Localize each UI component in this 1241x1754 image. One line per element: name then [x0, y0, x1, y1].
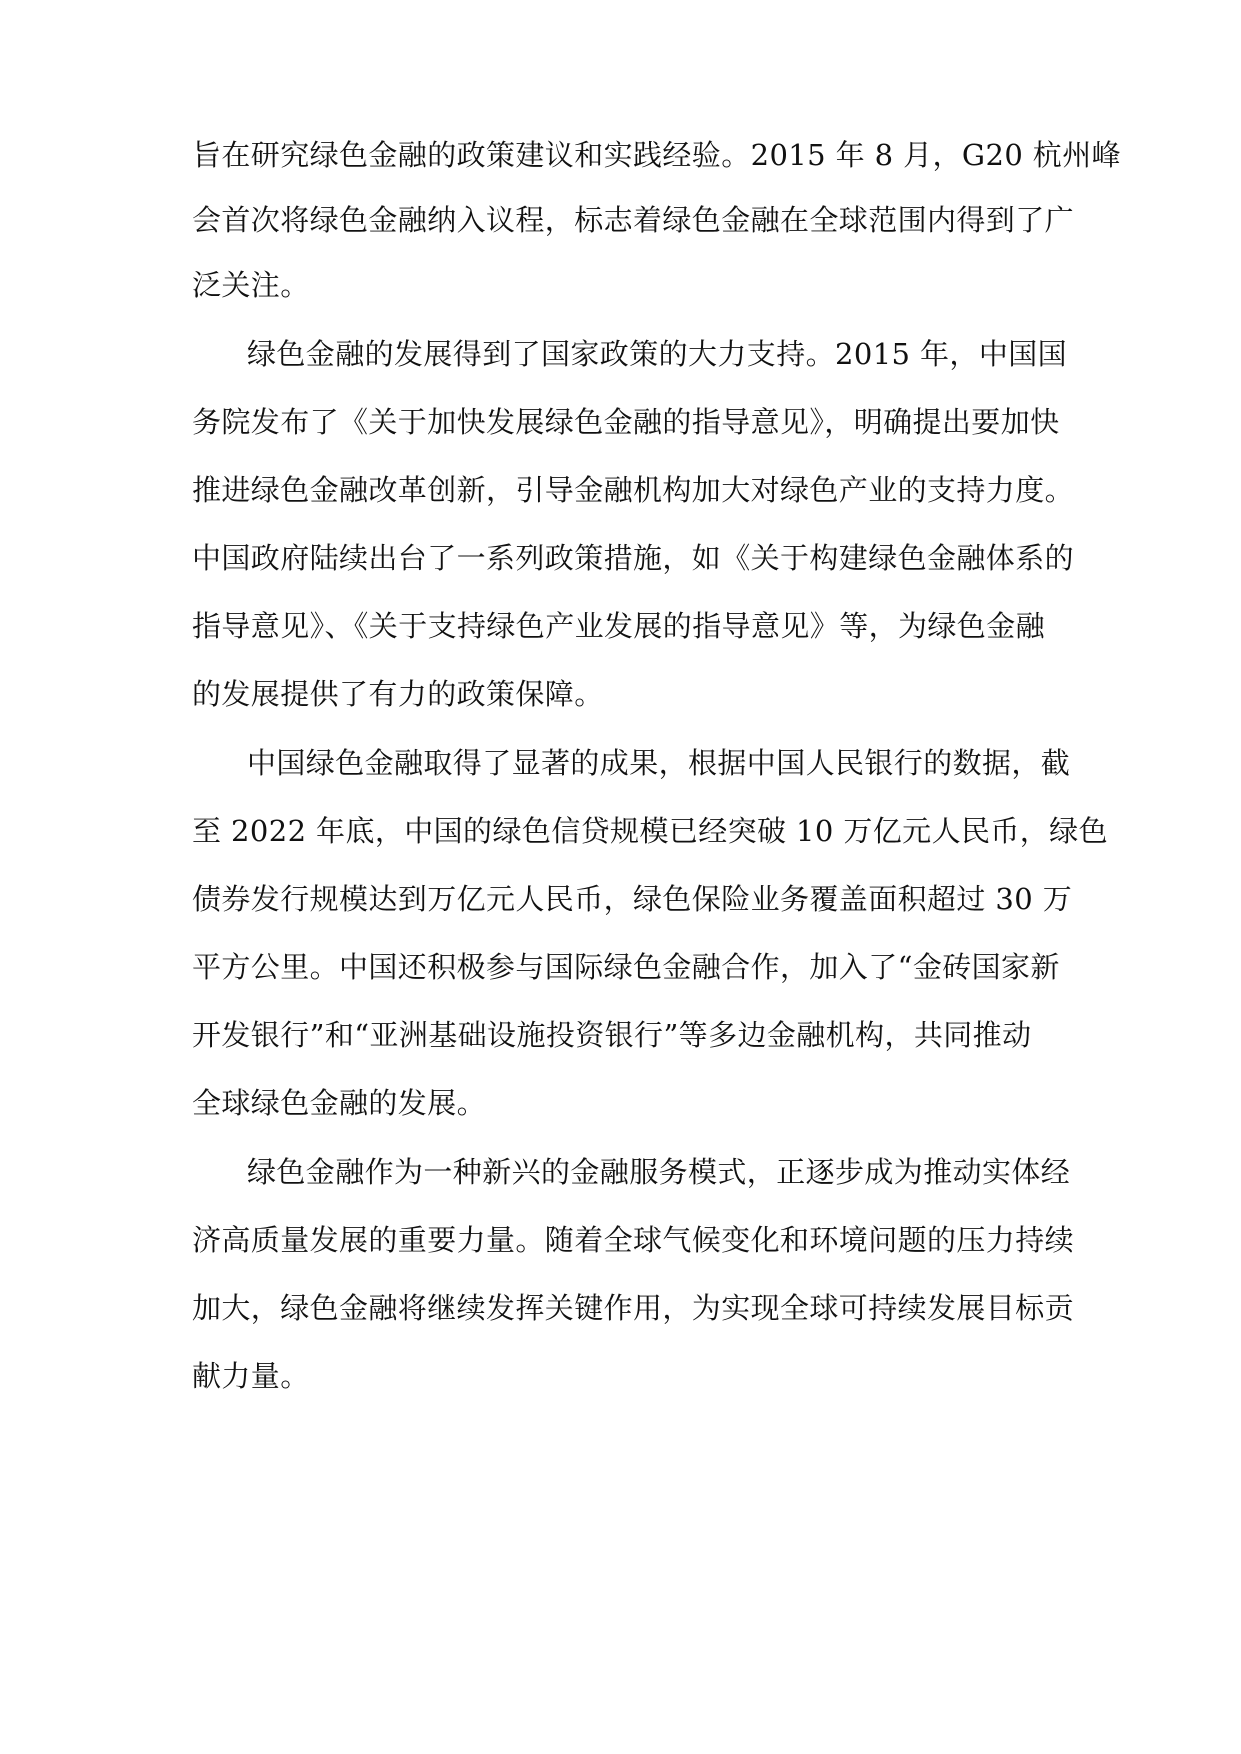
text-line: 平方公里。中国还积极参与国际绿色金融合作，加入了“金砖国家新: [192, 950, 1060, 984]
text-line: 全球绿色金融的发展。: [192, 1086, 487, 1120]
text-line: 债券发行规模达到万亿元人民币，绿色保险业务覆盖面积超过 30 万: [192, 882, 1073, 916]
text-line: 泛关注。: [192, 268, 310, 302]
text-line: 济高质量发展的重要力量。随着全球气候变化和环境问题的压力持续: [192, 1223, 1075, 1257]
text-line: 开发银行”和“亚洲基础设施投资银行”等多边金融机构，共同推动: [192, 1018, 1032, 1052]
text-line: 中国政府陆续出台了一系列政策措施，如《关于构建绿色金融体系的: [192, 541, 1075, 575]
text-line: 务院发布了《关于加快发展绿色金融的指导意见》，明确提出要加快: [192, 405, 1060, 439]
text-line: 加大，绿色金融将继续发挥关键作用，为实现全球可持续发展目标贡: [192, 1291, 1075, 1325]
paragraph-start-line: 绿色金融的发展得到了国家政策的大力支持。2015 年，中国国: [247, 337, 1068, 371]
text-line: 会首次将绿色金融纳入议程，标志着绿色金融在全球范围内得到了广: [192, 203, 1075, 237]
text-line: 至 2022 年底，中国的绿色信贷规模已经突破 10 万亿元人民币，绿色: [192, 814, 1108, 848]
text-line: 指导意见》、《关于支持绿色产业发展的指导意见》等，为绿色金融: [192, 609, 1046, 643]
paragraph-start-line: 中国绿色金融取得了显著的成果，根据中国人民银行的数据，截: [247, 746, 1071, 780]
text-line: 推进绿色金融改革创新，引导金融机构加大对绿色产业的支持力度。: [192, 473, 1075, 507]
paragraph-start-line: 绿色金融作为一种新兴的金融服务模式，正逐步成为推动实体经: [247, 1155, 1071, 1189]
text-line: 旨在研究绿色金融的政策建议和实践经验。2015 年 8 月，G20 杭州峰: [192, 138, 1121, 172]
text-line: 献力量。: [192, 1359, 310, 1393]
text-line: 的发展提供了有力的政策保障。: [192, 677, 604, 711]
